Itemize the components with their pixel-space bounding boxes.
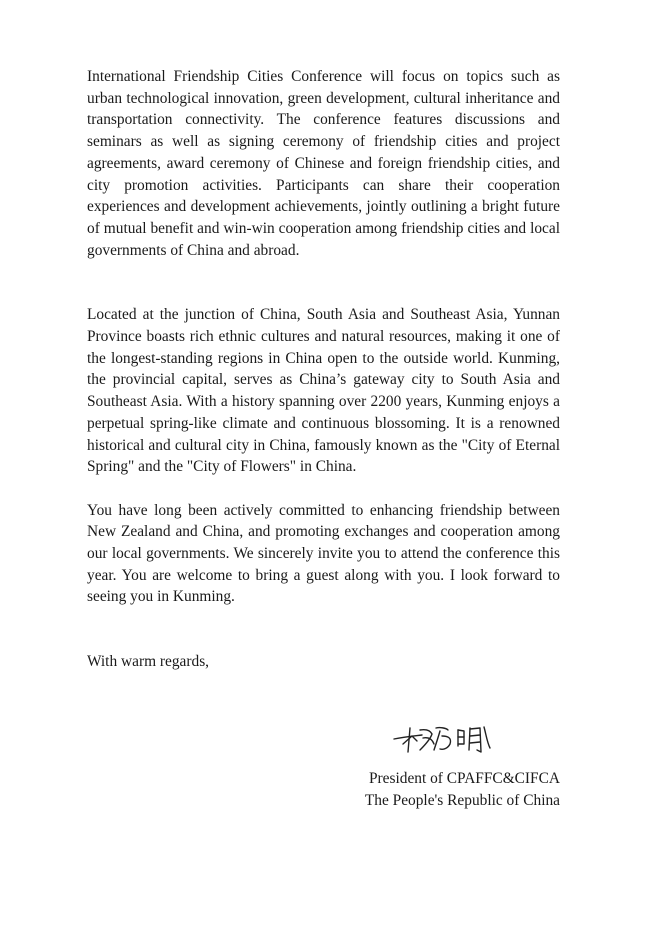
paragraph-conference: International Friendship Cities Conference will focus on topics such as urban technological innovation, green development, cultural inheritance and transportation connectivity. The conference features discussions and seminars as well as signing ceremony of friendship cities and project agreements, award ceremony of Chinese and foreign friendship cities, and city promotion activities. Participants can share their cooperation experiences and development achievements, jointly outlining a bright future of mutual benefit and win-win cooperation among friendship cities and local governments of China and abroad. — [87, 68, 560, 259]
signer-title: President of CPAFFC&CIFCA — [368, 770, 560, 787]
signer-info — [365, 768, 560, 811]
paragraph-invitation: You have long been actively committed to enhancing friendship between New Zealand and China, and promoting exchanges and cooperation among our local governments. We sincerely invite you to attend the conference this year. You are welcome to bring a guest along with you. I look forward to seeing you in Kunming. — [87, 501, 560, 606]
signer-country: The People's Republic of China — [364, 791, 560, 809]
handwritten-signature — [390, 722, 494, 756]
paragraph-yunnan-kunming: Located at the junction of China, South Asia and Southeast Asia, Yunnan Province boasts rich ethnic cultures and natural resources, making it one of the longest-standing regions in China open to the outside world. Kunming, the provincial capital, serves as China’s gateway city to South Asia and Southeast Asia. With a history spanning over 2200 years, Kunming enjoys a perpetual spring-like climate and continuous blossoming. It is a renowned historical and cultural city in China, famously known as the "City of Eternal Spring" and the "City of Flowers" in China. — [87, 306, 560, 476]
letter-body — [87, 66, 560, 809]
closing-line: With warm regards, — [87, 653, 210, 671]
